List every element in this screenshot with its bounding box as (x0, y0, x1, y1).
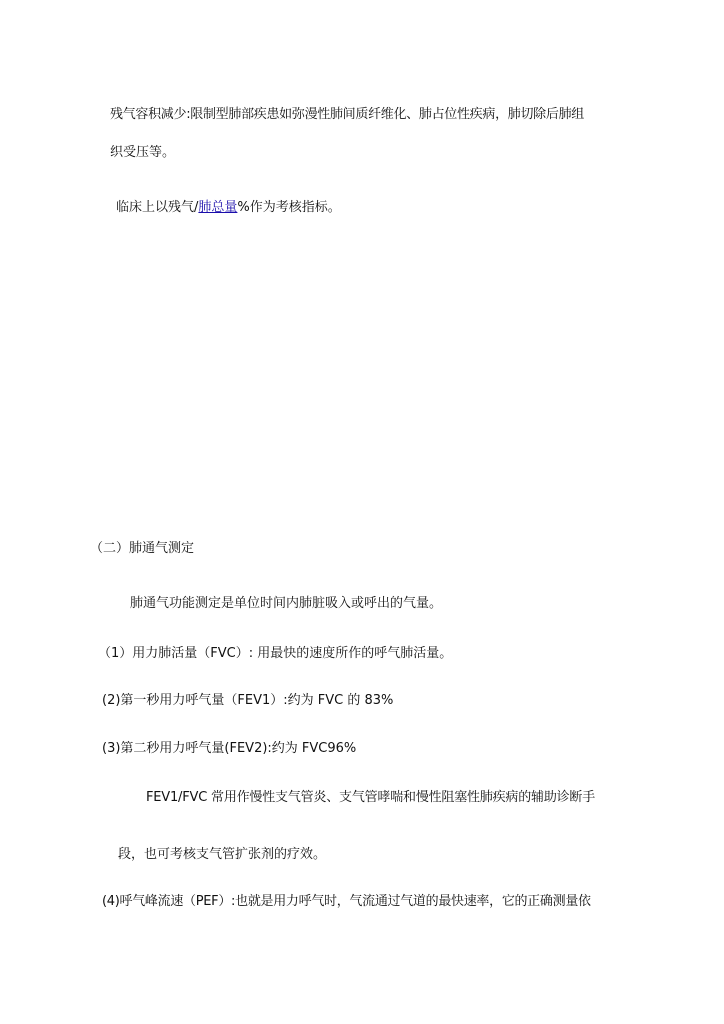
list-item-fvc: （1）用力肺活量（FVC）: 用最快的速度所作的呼气肺活量。 (98, 646, 453, 661)
paragraph-residual-volume-line2: 织受压等。 (110, 145, 176, 160)
list-item-pef: (4)呼气峰流速（PEF）:也就是用力呼气时，气流通过气道的最快速率，它的正确测量依 (102, 894, 591, 909)
clinical-indicator-suffix: %作为考核指标。 (237, 200, 341, 215)
paragraph-clinical-indicator (116, 199, 341, 217)
intro-paragraph: 肺通气功能测定是单位时间内肺脏吸入或呼出的气量。 (130, 596, 443, 611)
section-heading: （二）肺通气测定 (90, 541, 195, 556)
total-lung-capacity-link[interactable]: 肺总量 (198, 200, 238, 215)
clinical-indicator-prefix: 临床上以残气/ (116, 200, 199, 215)
list-item-fev2: (3)第二秒用力呼气量(FEV2):约为 FVC96% (102, 741, 357, 756)
paragraph-fev1-fvc-line1: FEV1/FVC 常用作慢性支气管炎、支气管哮喘和慢性阻塞性肺疾病的辅助诊断手 (146, 790, 596, 805)
paragraph-residual-volume-line1: 残气容积减少:限制型肺部疾患如弥漫性肺间质纤维化、肺占位性疾病，肺切除后肺组 (110, 107, 584, 122)
list-item-fev1: (2)第一秒用力呼气量（FEV1）:约为 FVC 的 83% (102, 693, 394, 708)
paragraph-fev1-fvc-line2: 段，也可考核支气管扩张剂的疗效。 (118, 847, 327, 862)
